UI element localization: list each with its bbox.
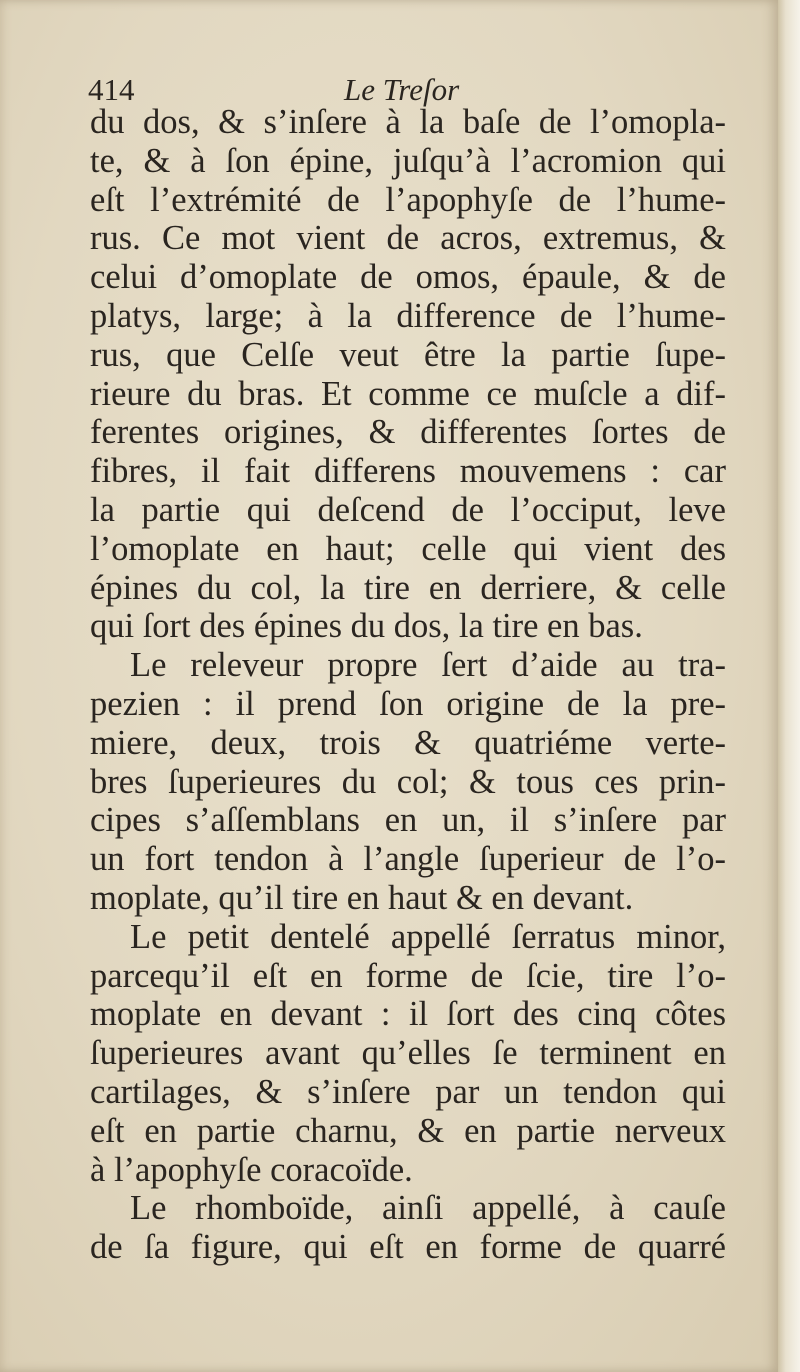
body-text <box>90 103 726 1267</box>
text-line: un fort tendon à l’angle ſuperieur de l’o- <box>90 840 726 879</box>
paragraph-start-line: Le releveur propre ſert d’aide au tra- <box>130 646 726 685</box>
text-line: rus. Ce mot vient de acros, extremus, & <box>90 219 726 258</box>
text-line: cipes s’aſſemblans en un, il s’inſere par <box>90 801 726 840</box>
page-edge <box>778 0 800 1372</box>
text-line: ferentes origines, & differentes ſortes de <box>90 413 726 452</box>
text-line: eſt l’extrémité de l’apophyſe de l’hume- <box>90 180 726 219</box>
text-line: parcequ’il eſt en forme de ſcie, tire l’o- <box>90 956 726 995</box>
text-line: épines du col, la tire en derriere, & celle <box>90 568 726 607</box>
text-line: rus, que Celſe veut être la partie ſupe- <box>90 335 726 374</box>
text-line: qui ſort des épines du dos, la tire en bas. <box>90 607 643 646</box>
paragraph-start-line: Le rhomboïde, ainſi appellé, à cauſe <box>130 1189 726 1228</box>
text-line: cartilages, & s’inſere par un tendon qui <box>90 1072 726 1111</box>
text-line: celui d’omoplate de omos, épaule, & de <box>90 258 726 297</box>
paragraph-start-line: Le petit dentelé appellé ſerratus minor, <box>130 917 726 956</box>
text-line: fibres, il fait differens mouvemens : car <box>90 452 726 491</box>
text-line: platys, large; à la difference de l’hume- <box>90 296 726 335</box>
text-line: te, & à ſon épine, juſqu’à l’acromion qui <box>90 141 726 180</box>
text-line: du dos, & s’inſere à la baſe de l’omopla- <box>90 103 726 141</box>
text-line: l’omoplate en haut; celle qui vient des <box>90 529 726 568</box>
text-line: moplate en devant : il ſort des cinq côtes <box>90 995 726 1034</box>
running-title: Le Treſor <box>344 72 460 107</box>
text-line: à l’apophyſe coracoïde. <box>90 1150 413 1189</box>
text-line: la partie qui deſcend de l’occiput, leve <box>90 490 726 529</box>
text-line: pezien : il prend ſon origine de la pre- <box>90 684 726 723</box>
text-line: bres ſuperieures du col; & tous ces prin- <box>90 762 726 801</box>
page-number: 414 <box>88 72 135 107</box>
text-line: miere, deux, trois & quatriéme verte- <box>90 723 726 762</box>
text-line: de ſa figure, qui eſt en forme de quarré <box>90 1228 726 1267</box>
text-line: rieure du bras. Et comme ce muſcle a dif- <box>90 374 726 413</box>
text-line: moplate, qu’il tire en haut & en devant. <box>90 878 634 917</box>
text-line: ſuperieures avant qu’elles ſe terminent en <box>90 1034 726 1073</box>
text-line: eſt en partie charnu, & en partie nerveux <box>90 1111 726 1150</box>
